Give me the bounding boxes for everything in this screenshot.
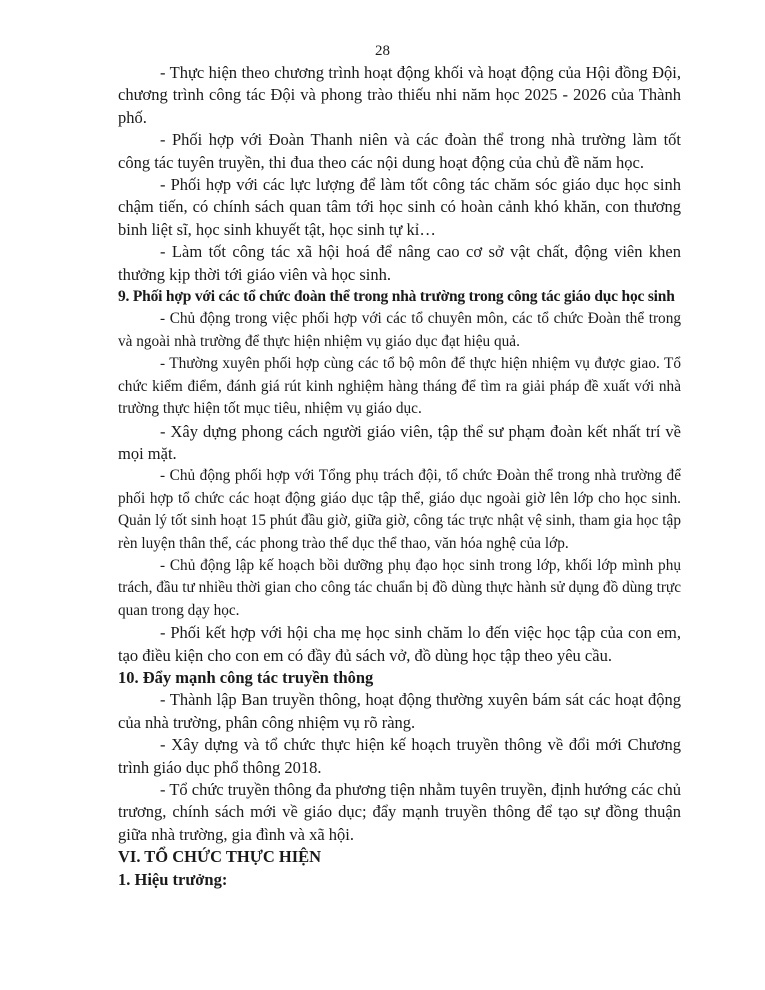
document-body: [118, 62, 681, 891]
page-number: 28: [375, 43, 390, 59]
paragraph: - Tổ chức truyền thông đa phương tiện nhằm tuyên truyền, định hướng các chủ trương, chính sách mới về giáo dục; đẩy mạnh truyền thông để tạo sự đồng thuận giữa nhà trường, gia đình và xã hội.: [118, 780, 681, 844]
paragraph: - Thường xuyên phối hợp cùng các tổ bộ môn để thực hiện nhiệm vụ được giao. Tổ chức kiểm điểm, đánh giá rút kinh nghiệm hàng tháng để tìm ra giải pháp đề xuất với nhà trường thực hiện tốt mục tiêu, nhiệm vụ giáo dục.: [118, 355, 681, 418]
paragraph: - Phối kết hợp với hội cha mẹ học sinh chăm lo đến việc học tập của con em, tạo điều kiện cho con em có đầy đủ sách vở, đồ dùng học tập theo yêu cầu.: [118, 623, 681, 665]
paragraph: - Xây dựng phong cách người giáo viên, tập thể sư phạm đoàn kết nhất trí về mọi mặt.: [118, 421, 681, 463]
paragraph: - Xây dựng và tổ chức thực hiện kế hoạch truyền thông về đổi mới Chương trình giáo dục phổ thông 2018.: [118, 735, 681, 777]
paragraph: - Chủ động trong việc phối hợp với các tổ chuyên môn, các tổ chức Đoàn thể trong và ngoài nhà trường để thực hiện nhiệm vụ giáo dục đạt hiệu quả.: [118, 310, 681, 350]
section-heading: 10. Đẩy mạnh công tác truyền thông: [118, 667, 374, 687]
paragraph: - Thực hiện theo chương trình hoạt động khối và hoạt động của Hội đồng Đội, chương trình công tác Đội và phong trào thiếu nhi năm học 2025 - 2026 của Thành phố.: [118, 63, 681, 127]
paragraph: - Chủ động phối hợp với Tổng phụ trách đội, tổ chức Đoàn thể trong nhà trường để phối hợp tổ chức các hoạt động giáo dục tập thể, giáo dục ngoài giờ lên lớp cho học sinh. Quản lý tốt sinh hoạt 15 phút đầu giờ, giữa giờ, công tác trực nhật vệ sinh, tham gia học tập rèn luyện thân thể, các phong trào thể dục thể thao, văn hóa nghệ của lớp.: [118, 467, 681, 552]
paragraph: - Phối hợp với Đoàn Thanh niên và các đoàn thể trong nhà trường làm tốt công tác tuyên truyền, thi đua theo các nội dung hoạt động của chủ đề năm học.: [118, 130, 681, 172]
paragraph: - Phối hợp với các lực lượng để làm tốt công tác chăm sóc giáo dục học sinh chậm tiến, có chính sách quan tâm tới học sinh có hoàn cảnh khó khăn, con thương binh liệt sĩ, học sinh khuyết tật, học sinh tự kỉ…: [118, 175, 681, 239]
section-heading: VI. TỔ CHỨC THỰC HIỆN: [118, 847, 322, 867]
paragraph: - Thành lập Ban truyền thông, hoạt động thường xuyên bám sát các hoạt động của nhà trường, phân công nhiệm vụ rõ ràng.: [118, 690, 681, 732]
paragraph: - Chủ động lập kế hoạch bồi dưỡng phụ đạo học sinh trong lớp, khối lớp mình phụ trách, đầu tư nhiều thời gian cho công tác chuẩn bị đồ dùng thực hành sử dụng đồ dùng trực quan trong dạy học.: [118, 556, 681, 619]
section-heading: 1. Hiệu trưởng:: [118, 869, 228, 889]
section-heading: 9. Phối hợp với các tổ chức đoàn thể trong nhà trường trong công tác giáo dục học sinh: [118, 288, 675, 306]
paragraph: - Làm tốt công tác xã hội hoá để nâng cao cơ sở vật chất, động viên khen thưởng kịp thời tới giáo viên và học sinh.: [118, 242, 681, 284]
